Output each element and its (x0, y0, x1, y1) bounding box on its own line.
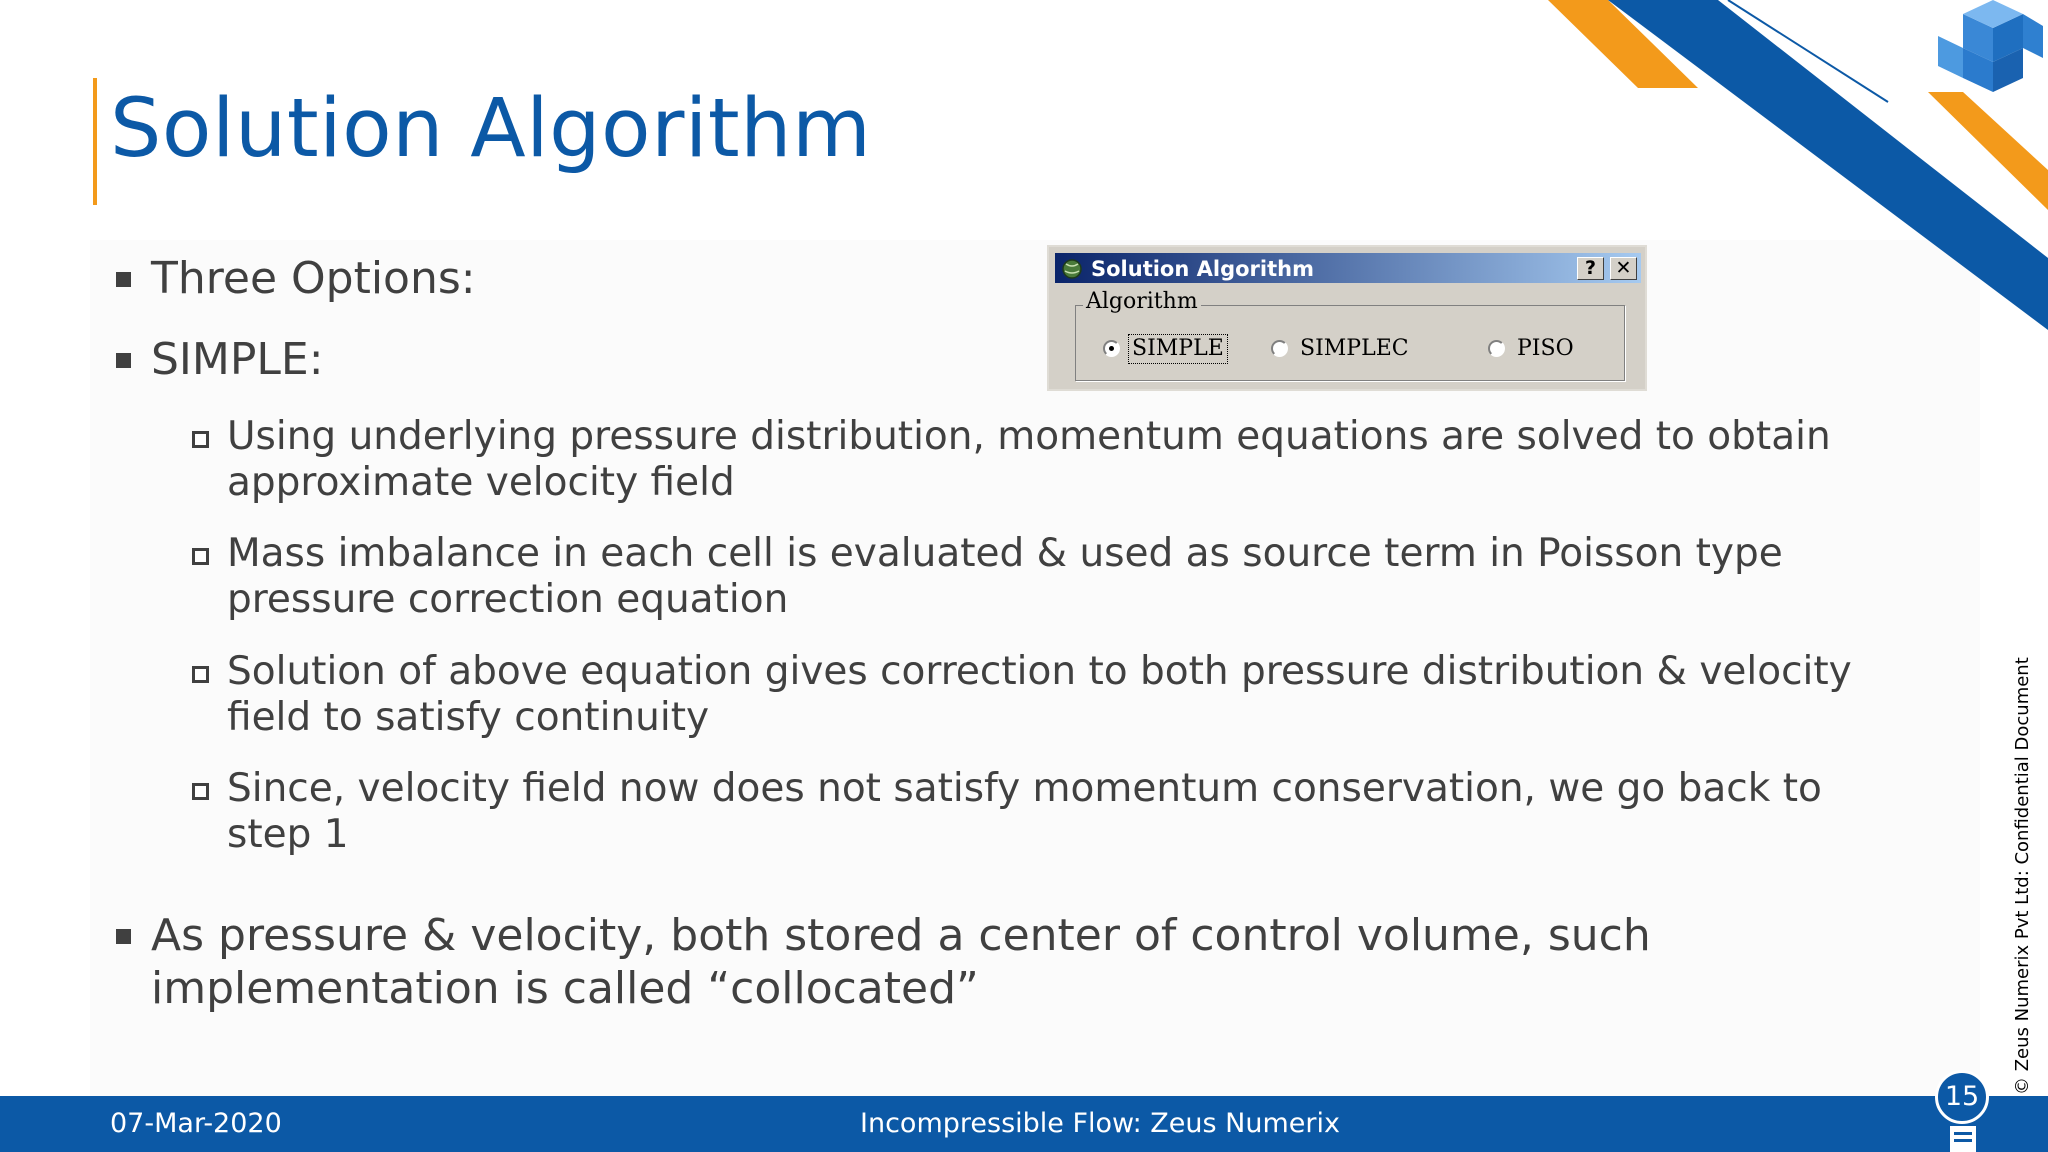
bullet-text: SIMPLE: (151, 334, 324, 385)
radio-label: SIMPLEC (1300, 336, 1409, 361)
solution-algorithm-dialog (1047, 245, 1647, 391)
slide-title: Solution Algorithm (110, 82, 872, 176)
sub-bullet-text: Mass imbalance in each cell is evaluated & used as source term in Poisson type pressure correction equation (227, 531, 1783, 622)
lightbulb-base-icon (1950, 1126, 1976, 1152)
algorithm-group-label: Algorithm (1083, 289, 1201, 314)
radio-unselected-icon[interactable] (1271, 340, 1288, 357)
bullet-text: As pressure & velocity, both stored a center of control volume, such implementation is called “collocated” (151, 910, 1651, 1014)
radio-label: PISO (1517, 336, 1574, 361)
square-bullet-icon (116, 929, 131, 944)
hollow-square-bullet-icon (192, 666, 209, 683)
radio-selected-icon[interactable] (1103, 340, 1120, 357)
close-button[interactable]: ✕ (1610, 257, 1637, 280)
bullet-text: Three Options: (151, 253, 476, 304)
radio-label: SIMPLE (1129, 335, 1227, 363)
footer-date: 07-Mar-2020 (110, 1108, 282, 1139)
sub-bullet-text: Solution of above equation gives correction to both pressure distribution & velocity field to satisfy continuity (227, 649, 1852, 740)
cube-logo-icon (1938, 0, 2043, 92)
dialog-title: Solution Algorithm (1091, 257, 1314, 281)
page-number-badge: 15 (1935, 1070, 1989, 1124)
sub-bullet-text: Using underlying pressure distribution, momentum equations are solved to obtain approximate velocity field (227, 414, 1831, 505)
hollow-square-bullet-icon (192, 548, 209, 565)
sub-bullet-text: Since, velocity field now does not satisfy momentum conservation, we go back to step 1 (227, 766, 1822, 857)
square-bullet-icon (116, 272, 131, 287)
radio-unselected-icon[interactable] (1488, 340, 1505, 357)
confidential-note: © Zeus Numerix Pvt Ltd: Confidential Document (2012, 657, 2033, 1095)
help-button[interactable]: ? (1577, 257, 1604, 280)
square-bullet-icon (116, 353, 131, 368)
footer-title: Incompressible Flow: Zeus Numerix (860, 1108, 1340, 1139)
title-accent-bar (93, 78, 97, 205)
dialog-titlebar (1055, 253, 1641, 283)
app-globe-icon (1061, 256, 1083, 280)
hollow-square-bullet-icon (192, 783, 209, 800)
footer-bar (0, 1096, 2048, 1152)
hollow-square-bullet-icon (192, 431, 209, 448)
